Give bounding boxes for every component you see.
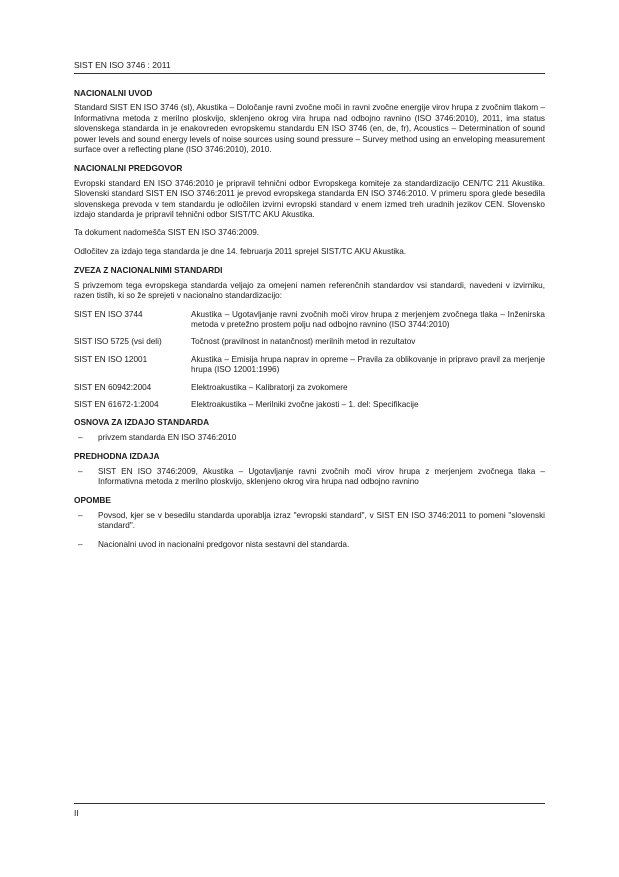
reference-code: SIST EN 61672-1:2004 [74, 399, 159, 409]
heading-nacionalni-uvod: NACIONALNI UVOD [74, 88, 153, 98]
heading-zveza: ZVEZA Z NACIONALNIMI STANDARDI [74, 265, 223, 276]
reference-code: SIST EN ISO 3744 [74, 309, 143, 319]
reference-row [74, 383, 545, 393]
reference-title: Elektroakustika – Kalibratorji za zvokomere [191, 382, 348, 392]
list-item: – Povsod, kjer se v besedilu standarda uporablja izraz "evropski standard", v SIST EN ISO 3746:2011 to pomeni "slovenski standard". [74, 511, 545, 532]
heading-predhodna-izdaja: PREDHODNA IZDAJA [74, 451, 160, 462]
footer-rule [74, 803, 545, 804]
header-rule [74, 73, 545, 74]
section-osnova [74, 417, 545, 443]
list-item: – privzem standarda EN ISO 3746:2010 [74, 433, 545, 443]
reference-title: Točnost (pravilnost in natančnost) merilnih metod in rezultatov [191, 337, 416, 347]
paragraph-predgovor-1: Evropski standard EN ISO 3746:2010 je pripravil tehnični odbor Evropskega komiteje za standardizacijo CEN/TC 211 Akustika. Slovenski standard SIST EN ISO 3746:2011 je prevod evropskega standarda EN ISO 3746:2010. V primeru spora glede besedila slovenskega prevoda v tem standardu je odločilen izvirni evropski standard v enem izmed treh uradnih jezikov CEN. Slovensko izdajo standarda je pripravil tehnični odbor SIST/TC AKU Akustika. [74, 178, 545, 220]
reference-row [74, 400, 545, 410]
section-zveza [74, 265, 545, 410]
page-content [74, 88, 545, 558]
section-nacionalni-uvod [74, 88, 545, 155]
reference-code: SIST EN ISO 12001 [74, 354, 148, 364]
section-predhodna-izdaja [74, 451, 545, 487]
list-item: – SIST EN ISO 3746:2009, Akustika – Ugotavljanje ravni zvočnih moči virov hrupa z merjenjem zvočnega tlaka – Informativna metoda z merilno ploskvijo, sklenjeno okrog vira hrupa nad odbojno ravnino [74, 467, 545, 488]
page-number: II [74, 808, 79, 818]
reference-code: SIST EN 60942:2004 [74, 382, 152, 392]
reference-title: Akustika – Ugotavljanje ravni zvočnih moči virov hrupa z merjenjem zvočnega tlaka – Inženirska metoda v pretežno prostem polju nad odbojno ravnino (ISO 3744:2010) [191, 309, 545, 329]
section-nacionalni-predgovor [74, 163, 545, 257]
paragraph-predgovor-3: Odločitev za izdajo tega standarda je dne 14. februarja 2011 sprejel SIST/TC AKU Akustika. [74, 246, 407, 256]
heading-osnova: OSNOVA ZA IZDAJO STANDARDA [74, 417, 210, 428]
heading-nacionalni-predgovor: NACIONALNI PREDGOVOR [74, 163, 183, 174]
predhodna-list [74, 467, 545, 488]
header-standard-title: SIST EN ISO 3746 : 2011 [74, 60, 171, 70]
section-opombe [74, 495, 545, 550]
paragraph-uvod: Standard SIST EN ISO 3746 (sl), Akustika – Določanje ravni zvočne moči in ravni zvočne energije virov hrupa z zvočnim tlakom – Informativna metoda z merilno ploskvijo, sklenjeno okrog vira hrupa nad odbojno ravnino (ISO 3746:2010), 2011, ima status slovenskega standarda in je enakovreden evropskemu standardu EN ISO 3746 (en, de, fr), Acoustics – Determination of sound power levels and sound energy levels of noise sources using sound pressure – Survey method using an enveloping measurement surface over a reflecting plane (ISO 3746:2010), 2010. [74, 103, 545, 155]
heading-opombe: OPOMBE [74, 495, 111, 506]
paragraph-zveza-intro: S privzemom tega evropskega standarda veljajo za omejeni namen referenčnih standardov vsi standardi, navedeni v izvirniku, razen tistih, ki so že sprejeti v nacionalno standardizacijo: [74, 280, 545, 301]
reference-code: SIST ISO 5725 (vsi deli) [74, 337, 162, 347]
reference-row [74, 355, 545, 376]
reference-list [74, 310, 545, 411]
list-item: – Nacionalni uvod in nacionalni predgovor nista sestavni del standarda. [74, 540, 545, 550]
reference-row [74, 310, 545, 331]
reference-title: Akustika – Emisija hrupa naprav in opreme – Pravila za oblikovanje in pripravo pravil za merjenje hrupa (ISO 12001:1996) [191, 354, 545, 375]
paragraph-predgovor-2: Ta dokument nadomešča SIST EN ISO 3746:2009. [74, 228, 260, 238]
opombe-list [74, 511, 545, 550]
osnova-list [74, 433, 545, 443]
reference-title: Elektroakustika – Merilniki zvočne jakosti – 1. del: Specifikacije [191, 399, 419, 409]
reference-row [74, 337, 545, 347]
